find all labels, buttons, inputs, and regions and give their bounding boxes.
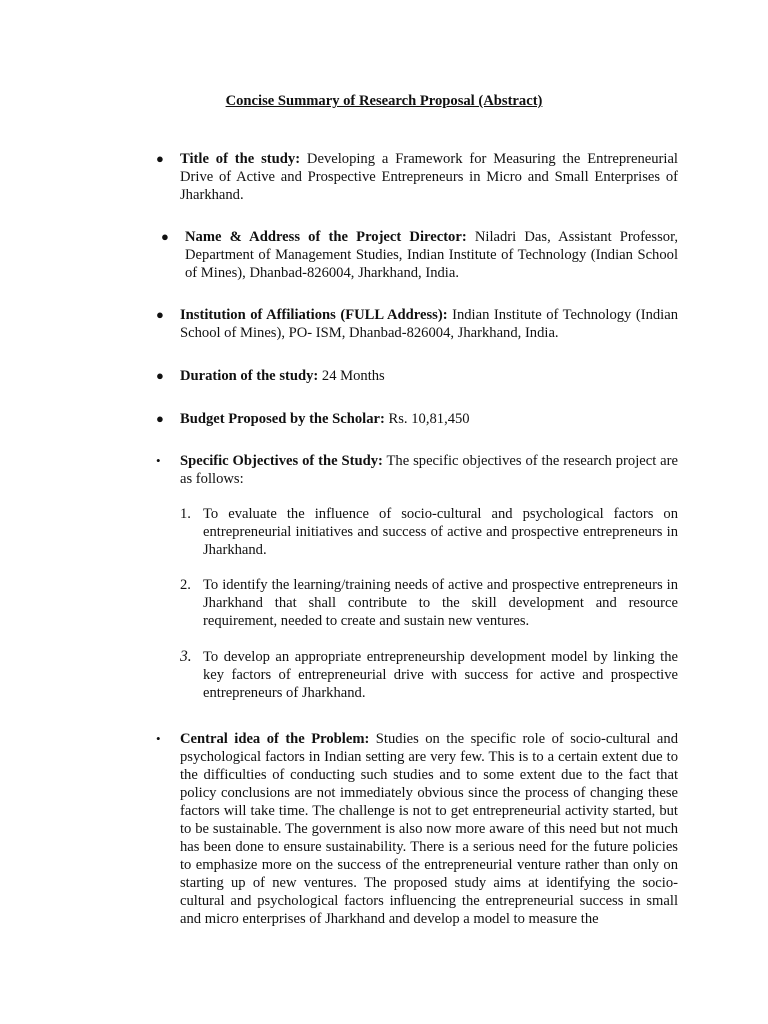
list-item-duration (156, 367, 678, 385)
item-label: Title of the study: (180, 151, 301, 167)
objective-text: To develop an appropriate entrepreneurship development model by linking the key factors of entrepreneurial drive with success for active and prospective entrepreneurs of Jharkhand. (203, 649, 678, 701)
list-item-title-of-study (156, 150, 678, 204)
bullet-icon: ● (156, 151, 164, 166)
item-text: Rs. 10,81,450 (384, 411, 470, 427)
bullet-icon: • (156, 731, 161, 746)
item-text: 24 Months (318, 368, 385, 384)
list-item-institution (156, 306, 678, 342)
objective-number: 2. (180, 577, 191, 593)
list-item-central-idea (156, 730, 679, 928)
item-text: Indian Institute of Technology (Indian School of Mines), PO- ISM, Dhanbad-826004, Jharkhand, India. (180, 307, 678, 341)
document-title: Concise Summary of Research Proposal (Abstract) (225, 93, 543, 109)
item-label: Institution of Affiliations (FULL Address): (180, 307, 448, 323)
list-item-objectives (156, 452, 678, 488)
bullet-icon: ● (156, 368, 164, 383)
item-label: Central idea of the Problem: (180, 731, 370, 747)
item-text: Niladri Das, Assistant Professor, Department of Management Studies, Indian Institute of Technology (Indian School of Mines), Dhanbad-826004, Jharkhand, India. (185, 229, 678, 281)
item-text: Studies on the specific role of socio-cultural and psychological factors in Indian setting are very few. This is to a certain extent due to the difficulties of conducting such studies and to some extent due to the fact that policy conclusions are not immediately obvious since the process of changing these factors will take time. The challenge is not to get entrepreneurial activity started, but to be sustainable. The government is also now more aware of this need but not much has been done to ensure sustainability. There is a serious need for the future policies to emphasize more on the success of the entrepreneurial venture rather than only on starting up of new ventures. The proposed study aims at identifying the socio-cultural and psychological factors influencing the entrepreneurial success in small and micro enterprises of Jharkhand and develop a model to measure the (180, 731, 679, 927)
objective-item-1 (180, 505, 678, 559)
objective-text: To identify the learning/training needs of active and prospective entrepreneurs in Jharkhand that shall contribute to the skill development and resource requirement, needed to create and sustain new ventures. (203, 577, 678, 629)
item-label: Budget Proposed by the Scholar: (180, 411, 385, 427)
list-item-budget (156, 410, 678, 428)
objective-number: 3. (180, 648, 192, 665)
list-item-project-director (161, 228, 678, 282)
objective-item-3 (180, 648, 678, 702)
bullet-icon: ● (156, 307, 164, 322)
bullet-icon: ● (161, 229, 169, 244)
objective-text: To evaluate the influence of socio-cultural and psychological factors on entrepreneurial initiatives and success of active and prospective entrepreneurs in Jharkhand. (203, 506, 678, 558)
item-text: Developing a Framework for Measuring the Entrepreneurial Drive of Active and Prospective Entrepreneurs in Micro and Small Enterprises of Jharkhand. (180, 151, 678, 203)
item-label: Name & Address of the Project Director: (185, 229, 467, 245)
item-label: Specific Objectives of the Study: (180, 453, 383, 469)
objective-number: 1. (180, 506, 191, 522)
objective-item-2 (180, 576, 678, 630)
bullet-icon: ● (156, 411, 164, 426)
item-label: Duration of the study: (180, 368, 319, 384)
item-text: The specific objectives of the research project are as follows: (180, 453, 678, 487)
bullet-icon: • (156, 453, 161, 468)
